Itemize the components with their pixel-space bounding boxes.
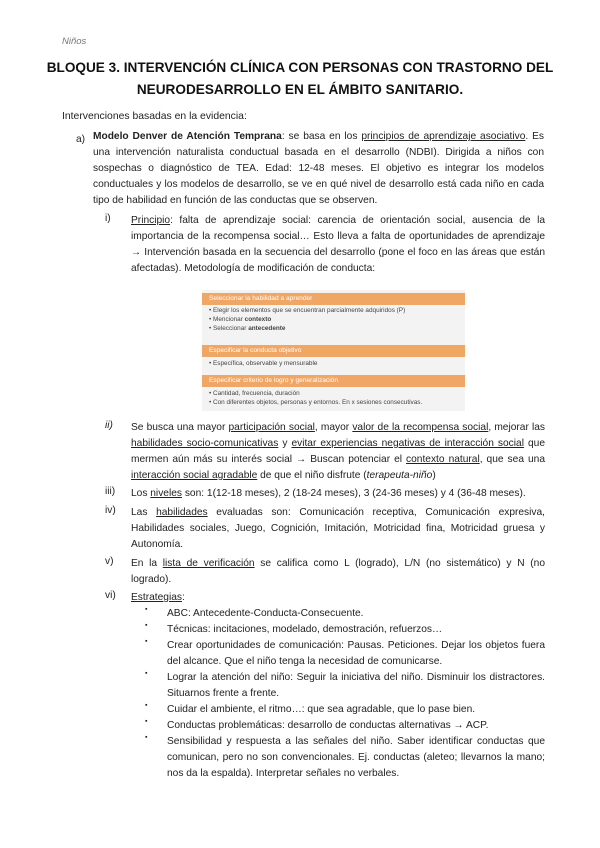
strategy-text: ABC: Antecedente-Conducta-Consecuente. — [167, 608, 364, 619]
ii-underline-4: evitar experiencias negativas de interacción social — [291, 438, 524, 449]
figure-item-bold: contexto — [244, 316, 272, 323]
item-a-marker: a) — [76, 134, 86, 145]
ii-text-4: y — [278, 438, 292, 449]
page-title: BLOQUE 3. INTERVENCIÓN CLÍNICA CON PERSONAS CON TRASTORNO DEL NEURODESARROLLO EN EL ÁMBITO SANITARIO. — [46, 60, 554, 97]
strategy-text: Crear oportunidades de comunicación: Pausas. Peticiones. Dejar los objetos fuera del alcance. Que el niño tenga la necesidad de comunicarse. — [167, 640, 545, 667]
bullet-icon: ▪ — [145, 718, 148, 725]
estrategias-colon: : — [181, 592, 185, 603]
figure-item — [209, 324, 405, 333]
strategy-text: Cuidar el ambiente, el ritmo…: que sea agradable, que lo pase bien. — [167, 704, 476, 715]
v-underline-1: lista de verificación — [162, 558, 255, 569]
iv-text-1: Las — [131, 507, 157, 518]
iii-text-1: Los — [131, 488, 151, 499]
figure-bar-2: Especificar la conducta objetivo — [202, 345, 465, 357]
bullet-icon: ▪ — [145, 638, 148, 645]
figure-list-2 — [209, 359, 317, 368]
bullet-icon: ▪ — [145, 606, 148, 613]
figure-item-text: Seleccionar — [213, 325, 249, 332]
denver-model-name: Modelo Denver de Atención Temprana — [93, 131, 282, 142]
sub-item-v-text — [131, 556, 545, 588]
figure-list-1 — [209, 306, 405, 333]
principio-label: Principio — [131, 215, 171, 226]
iv-underline-1: habilidades — [156, 507, 208, 518]
ii-underline-6: interacción social agradable — [131, 470, 258, 481]
sub-item-ii-text — [131, 420, 545, 484]
bullet-icon: ▪ — [145, 670, 148, 677]
ii-text-7: de que el niño disfrute ( — [257, 470, 367, 481]
figure-item-text: Mencionar — [213, 316, 245, 323]
sub-item-iii-number: iii) — [105, 486, 116, 497]
v-text-1: En la — [131, 558, 163, 569]
ii-text-2: , mayor — [314, 422, 353, 433]
page-header: Niños — [62, 36, 87, 47]
sub-item-v-number: v) — [105, 556, 114, 567]
ii-italic-7: terapeuta-niño — [366, 470, 433, 481]
ii-underline-1: participación social — [228, 422, 315, 433]
figure-item-bold: antecedente — [248, 325, 286, 332]
sub-item-iii-text — [131, 486, 545, 502]
figure-item — [209, 315, 405, 324]
sub-item-ii-number: ii) — [105, 420, 113, 431]
list-item-a — [76, 129, 544, 206]
estrategias-label: Estrategias — [131, 592, 182, 603]
figure-item: • Con diferentes objetos, personas y entornos. En x sesiones consecutivas. — [209, 398, 422, 407]
ii-underline-5: contexto natural — [406, 454, 480, 465]
iv-text-2: evaluadas son: Comunicación receptiva, Comunicación expresiva, Habilidades sociales, Juego, Cognición, Imitación, Motricidad fina, Motricidad gruesa y Autonomía. — [131, 507, 545, 550]
figure-bar-3: Especificar criterio de logro y generalización — [202, 375, 465, 387]
sub-item-i-text — [131, 213, 545, 277]
ii-underline-3: habilidades socio-comunicativas — [131, 438, 279, 449]
sub-item-iv-text — [131, 505, 545, 553]
figure-item: • Cantidad, frecuencia, duración — [209, 389, 422, 398]
figure-list-3 — [209, 389, 422, 407]
iii-text-2: son: 1(12-18 meses), 2 (18-24 meses), 3 (24-36 meses) y 4 (36-48 meses). — [181, 488, 526, 499]
ii-text-8: ) — [432, 470, 436, 481]
methodology-figure — [202, 290, 465, 411]
ii-text-3: , mejorar las — [488, 422, 546, 433]
strategy-text: Sensibilidad y respuesta a las señales del niño. Saber identificar conductas que comunican, pero no son convencionales. Ej. conductas (aleteo; llevarnos la mano; nos da la espalda). Interpretar señales no verbales. — [167, 736, 545, 779]
item-a-text-2: . Es una intervención naturalista conductual basada en el desarrollo (NDBI). Dirigida a niños con sospechas o diagnóstico de TEA. Edad: 12-48 meses. El objetivo es integrar los modelos conductuales y los modelos de desarrollo, se ve en qué nivel de desarrollo está cada niño en cada tipo de habilidad en función de las conductas que se observen. — [93, 131, 544, 206]
ii-text-6: , que sea una — [479, 454, 545, 465]
item-a-text-1: : se basa en los — [281, 131, 362, 142]
strategy-text: Técnicas: incitaciones, modelado, demostración, refuerzos… — [167, 624, 443, 635]
figure-item: • Elegir los elementos que se encuentran parcialmente adquiridos (P) — [209, 306, 405, 315]
sub-item-i-number: i) — [105, 213, 111, 224]
bullet-icon: ▪ — [145, 702, 148, 709]
v-text-2: se califica como L (logrado), L/N (no sistemático) y N (no logrado). — [131, 558, 545, 585]
ii-text-5: que mermen aún más su interés social → Buscan potenciar el — [131, 438, 545, 465]
strategy-text: Conductas problemáticas: desarrollo de conductas alternativas → ACP. — [167, 720, 489, 731]
ii-underline-2: valor de la recompensa social — [352, 422, 489, 433]
bullet-icon: ▪ — [145, 622, 148, 629]
strategy-text: Lograr la atención del niño: Seguir la iniciativa del niño. Disminuir los distractores. Situarnos frente a frente. — [167, 672, 545, 699]
sub-item-iv-number: iv) — [105, 505, 116, 516]
sub-item-vi-number: vi) — [105, 590, 116, 601]
item-a-text — [93, 129, 544, 209]
iii-underline-1: niveles — [150, 488, 182, 499]
intro-text: Intervenciones basadas en la evidencia: — [62, 111, 247, 122]
sub-item-vi-text — [131, 590, 545, 606]
figure-bar-1: Seleccionar la habilidad a aprender — [202, 293, 465, 305]
figure-item: • Específica, observable y mensurable — [209, 359, 317, 368]
bullet-icon: ▪ — [145, 734, 148, 741]
principio-text: : falta de aprendizaje social: carencia de orientación social, ausencia de la importancia de la recompensa social… Esto lleva a falta de oportunidades de aprendizaje → Intervención basada en la secuencia del desarrollo (pone el foco en las áreas que están afectadas). Metodología de modificación de conducta: — [131, 215, 545, 274]
ii-text-1: Se busca una mayor — [131, 422, 229, 433]
item-a-underline-1: principios de aprendizaje asociativo — [361, 131, 526, 142]
